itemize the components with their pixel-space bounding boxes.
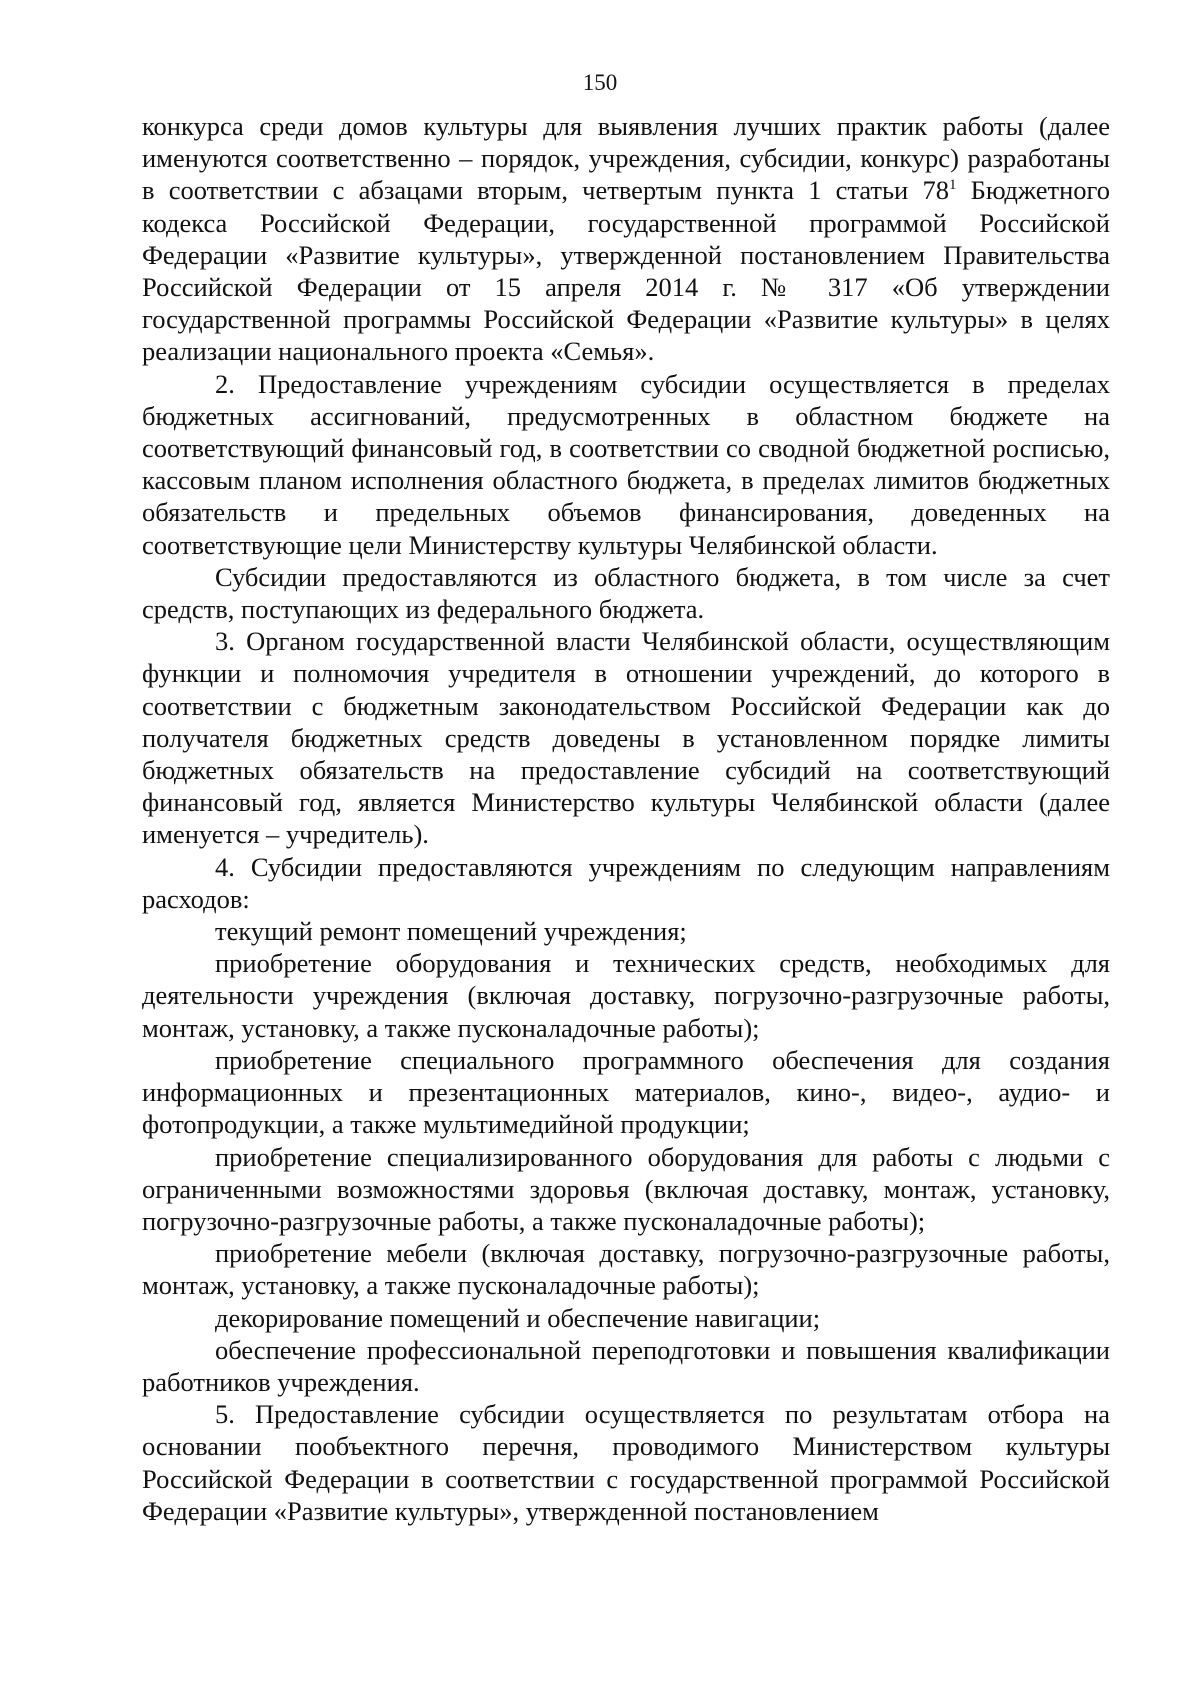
paragraph-2-budget: 2. Предоставление учреждениям субсидии осуществляется в пределах бюджетных ассигнований, предусмотренных в областном бюджете на соответствующий финансовый год, в соответствии со сводной бюджетной росписью, кассовым планом исполнения областного бюджета, в пределах лимитов бюджетных обязательств и предельных объемов финансирования, доведенных на соответствующие цели Министерству культуры Челябинской области. bbox=[142, 368, 1110, 560]
list-item-accessibility-equipment: приобретение специализированного оборудования для работы с людьми с ограниченными возможностями здоровья (включая доставку, монтаж, установку, погрузочно-разгрузочные работы, а также пусконаладочные работы); bbox=[142, 1141, 1110, 1236]
page-number: 150 bbox=[582, 70, 618, 95]
list-item-decoration: декорирование помещений и обеспечение навигации; bbox=[215, 1302, 821, 1333]
paragraph-subsidy-sources: Субсидии предоставляются из областного бюджета, в том числе за счет средств, поступающих из федерального бюджета. bbox=[142, 561, 1110, 625]
document-body bbox=[142, 110, 1110, 1527]
list-item-training: обеспечение профессиональной переподготовки и повышения квалификации работников учреждения. bbox=[142, 1334, 1110, 1397]
list-item-repair: текущий ремонт помещений учреждения; bbox=[215, 916, 687, 947]
list-item-equipment: приобретение оборудования и технических средств, необходимых для деятельности учреждения (включая доставку, погрузочно-разгрузочные работы, монтаж, установку, а также пусконаладочные работы); bbox=[142, 948, 1110, 1043]
paragraph-text: конкурса среди домов культуры для выявления лучших практик работы (далее именуются соответственно – порядок, учреждения, субсидии, конкурс) разработаны в соответствии с абзацами вторым, четвертым пункта 1 статьи 78 bbox=[142, 111, 1110, 206]
article-superscript: 1 bbox=[948, 177, 957, 194]
list-item-software: приобретение специального программного обеспечения для создания информационных и презентационных материалов, кино-, видео-, аудио- и фотопродукции, а также мультимедийной продукции; bbox=[142, 1044, 1110, 1140]
paragraph-5-selection: 5. Предоставление субсидии осуществляется по результатам отбора на основании пообъектного перечня, проводимого Министерством культуры Российской Федерации в соответствии с государственной программой Российской Федерации «Развитие культуры», утвержденной постановлением bbox=[142, 1399, 1110, 1526]
paragraph-continuation bbox=[142, 110, 1110, 368]
paragraph-3-founder: 3. Органом государственной власти Челябинской области, осуществляющим функции и полномочия учредителя в отношении учреждений, до которого в соответствии с бюджетным законодательством Российской Федерации как до получателя бюджетных средств доведены в установленном порядке лимиты бюджетных обязательств на предоставление субсидий на соответствующий финансовый год, является Министерство культуры Челябинской области (далее именуется – учредитель). bbox=[142, 626, 1110, 850]
paragraph-4-directions: 4. Субсидии предоставляются учреждениям по следующим направлениям расходов: bbox=[142, 851, 1110, 914]
paragraph-text: Бюджетного кодекса Российской Федерации, государственной программой Российской Федерации «Развитие культуры», утвержденной постановлением Правительства Российской Федерации от 15 апреля 2014 г. № 317 «Об утверждении государственной программы Российской Федерации «Развитие культуры» в целях реализации национального проекта «Семья». bbox=[142, 175, 1110, 367]
list-item-furniture: приобретение мебели (включая доставку, погрузочно-разгрузочные работы, монтаж, установку, а также пусконаладочные работы); bbox=[142, 1238, 1110, 1301]
